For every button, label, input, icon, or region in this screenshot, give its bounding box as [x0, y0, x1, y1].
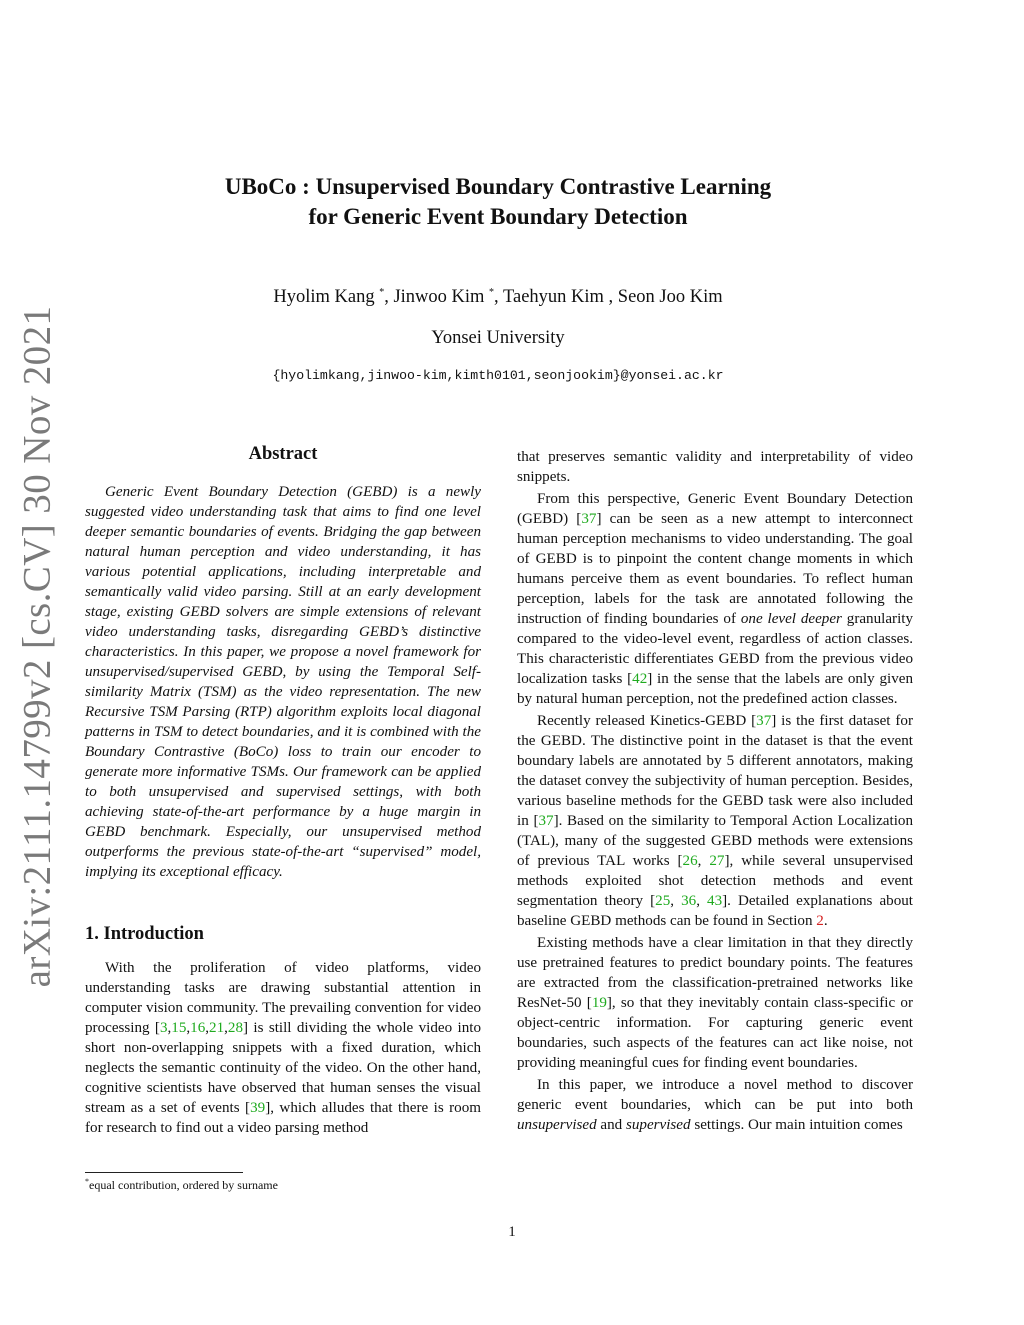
paper-title — [150, 172, 846, 232]
equal-contribution-mark: * — [379, 287, 385, 298]
page-number: 1 — [508, 1224, 516, 1240]
citation-link[interactable]: 21 — [209, 1020, 225, 1036]
citation-link[interactable]: 19 — [591, 995, 607, 1011]
citation-link[interactable]: 26 — [682, 853, 698, 869]
arxiv-stamp-text: arXiv:2111.14799v2 [cs.CV] 30 Nov 2021 — [15, 305, 59, 987]
citation-link[interactable]: 36 — [681, 893, 697, 909]
citation-link[interactable]: 28 — [227, 1020, 243, 1036]
citation-link[interactable]: 37 — [756, 713, 772, 729]
author-3: Taehyun Kim — [502, 287, 604, 308]
intro-paragraph-1-continued: that preserves semantic validity and interpretability of video snippets. — [517, 449, 913, 485]
left-column — [85, 444, 481, 1138]
section-reference-link[interactable]: 2 — [816, 913, 824, 929]
citation-link[interactable]: 25 — [655, 893, 671, 909]
author-2: Jinwoo Kim — [393, 287, 485, 308]
author-list: Hyolim Kang *, Jinwoo Kim *, Taehyun Kim , Seon Joo Kim — [273, 287, 723, 308]
arxiv-stamp — [15, 305, 59, 987]
section-heading-introduction: 1. Introduction — [85, 924, 204, 944]
footnote-divider — [85, 1172, 243, 1173]
title-line-2: for Generic Event Boundary Detection — [308, 204, 688, 229]
intro-paragraph-5: In this paper, we introduce a novel method to discover generic event boundaries, which can be put into both unsupervised and supervised settings. Our main intuition comes — [517, 1077, 913, 1133]
footnote — [85, 1177, 481, 1193]
intro-paragraph-4: Existing methods have a clear limitation in that they directly use pretrained features to predict boundary points. The features are extracted from the classification-pretrained networks like ResNet-50 [19], so that they inevitably contain class-specific or object-centric information. For capturing generic event boundaries, such aspects of the features can act like noise, not providing meaningful cues for finding event boundaries. — [517, 935, 913, 1071]
right-column — [517, 447, 913, 1135]
citation-link[interactable]: 37 — [581, 511, 597, 527]
title-line-1: UBoCo : Unsupervised Boundary Contrastive Learning — [224, 174, 772, 199]
author-emails: {hyolimkang,jinwoo-kim,kimth0101,seonjookim}@yonsei.ac.kr — [272, 368, 724, 383]
citation-link[interactable]: 42 — [632, 671, 648, 687]
footnote-mark: * — [85, 1177, 89, 1186]
affiliation: Yonsei University — [431, 328, 565, 348]
intro-paragraph-1: With the proliferation of video platforms, video understanding tasks are drawing substantial attention in computer vision community. The prevailing convention for video processing [3,15,16,21,28] is still dividing the whole video into short non-overlapping snippets with a fixed duration, which neglects the semantic continuity of the video. On the other hand, cognitive scientists have observed that human senses the visual stream as a set of events [39], which alludes that there is room for research to find out a video parsing method — [85, 960, 482, 1136]
author-1: Hyolim Kang — [273, 287, 375, 308]
citation-link[interactable]: 27 — [709, 853, 725, 869]
footnote-text: equal contribution, ordered by surname — [89, 1178, 278, 1192]
author-4: Seon Joo Kim — [617, 287, 723, 308]
abstract — [85, 482, 481, 882]
intro-paragraph-3: Recently released Kinetics-GEBD [37] is the first dataset for the GEBD. The distinctive point in the dataset is that the event boundary labels are annotated by 5 different annotators, making the dataset convey the subjectivity of human perception. Besides, various baseline methods for the GEBD task were also included in [37]. Based on the similarity to Temporal Action Localization (TAL), many of the suggested GEBD methods were extensions of previous TAL works [26, 27], while several unsupervised methods exploited shot detection methods and event segmentation theory [25, 36, 43]. Detailed explanations about baseline GEBD methods can be found in Section 2. — [517, 713, 913, 929]
citation-link[interactable]: 43 — [707, 893, 723, 909]
equal-contribution-mark: * — [489, 287, 495, 298]
citation-link[interactable]: 16 — [190, 1020, 206, 1036]
abstract-text: Generic Event Boundary Detection (GEBD) is a newly suggested video understanding task that aims to find one level deeper semantic boundaries of events. Bridging the gap between natural human perception and video understanding, it has various potential applications, including interpretable and semantically valid video parsing. Still at an early development stage, existing GEBD solvers are simple extensions of relevant video understanding tasks, disregarding GEBD’s distinctive characteristics. In this paper, we propose a novel framework for unsupervised/supervised GEBD, by using the Temporal Self-similarity Matrix (TSM) as the video representation. The new Recursive TSM Parsing (RTP) algorithm exploits local diagonal patterns in TSM to detect boundaries, and it is combined with the Boundary Contrastive (BoCo) loss to train our encoder to generate more informative TSMs. Our framework can be applied to both unsupervised and supervised settings, with both achieving state-of-the-art performance by a huge margin in GEBD benchmark. Especially, our unsupervised method outperforms the previous state-of-the-art “supervised” model, implying its exceptional efficacy. — [85, 484, 481, 880]
citation-link[interactable]: 15 — [171, 1020, 187, 1036]
intro-paragraph-2: From this perspective, Generic Event Boundary Detection (GEBD) [37] can be seen as a new attempt to interconnect human perception mechanisms to video understanding. The goal of GEBD is to pinpoint the content change moments in which humans perceive them as event boundaries. To reflect human perception, labels for the task are annotated following the instruction of finding boundaries of one level deeper granularity compared to the video-level event, regardless of action classes. This characteristic differentiates GEBD from the previous video localization tasks [42] in the sense that the labels are only given by natural human perception, not the predefined action classes. — [517, 491, 914, 707]
citation-link[interactable]: 39 — [250, 1100, 266, 1116]
citation-link[interactable]: 37 — [538, 813, 554, 829]
abstract-heading: Abstract — [248, 444, 318, 464]
citation-link[interactable]: 3 — [159, 1020, 168, 1036]
